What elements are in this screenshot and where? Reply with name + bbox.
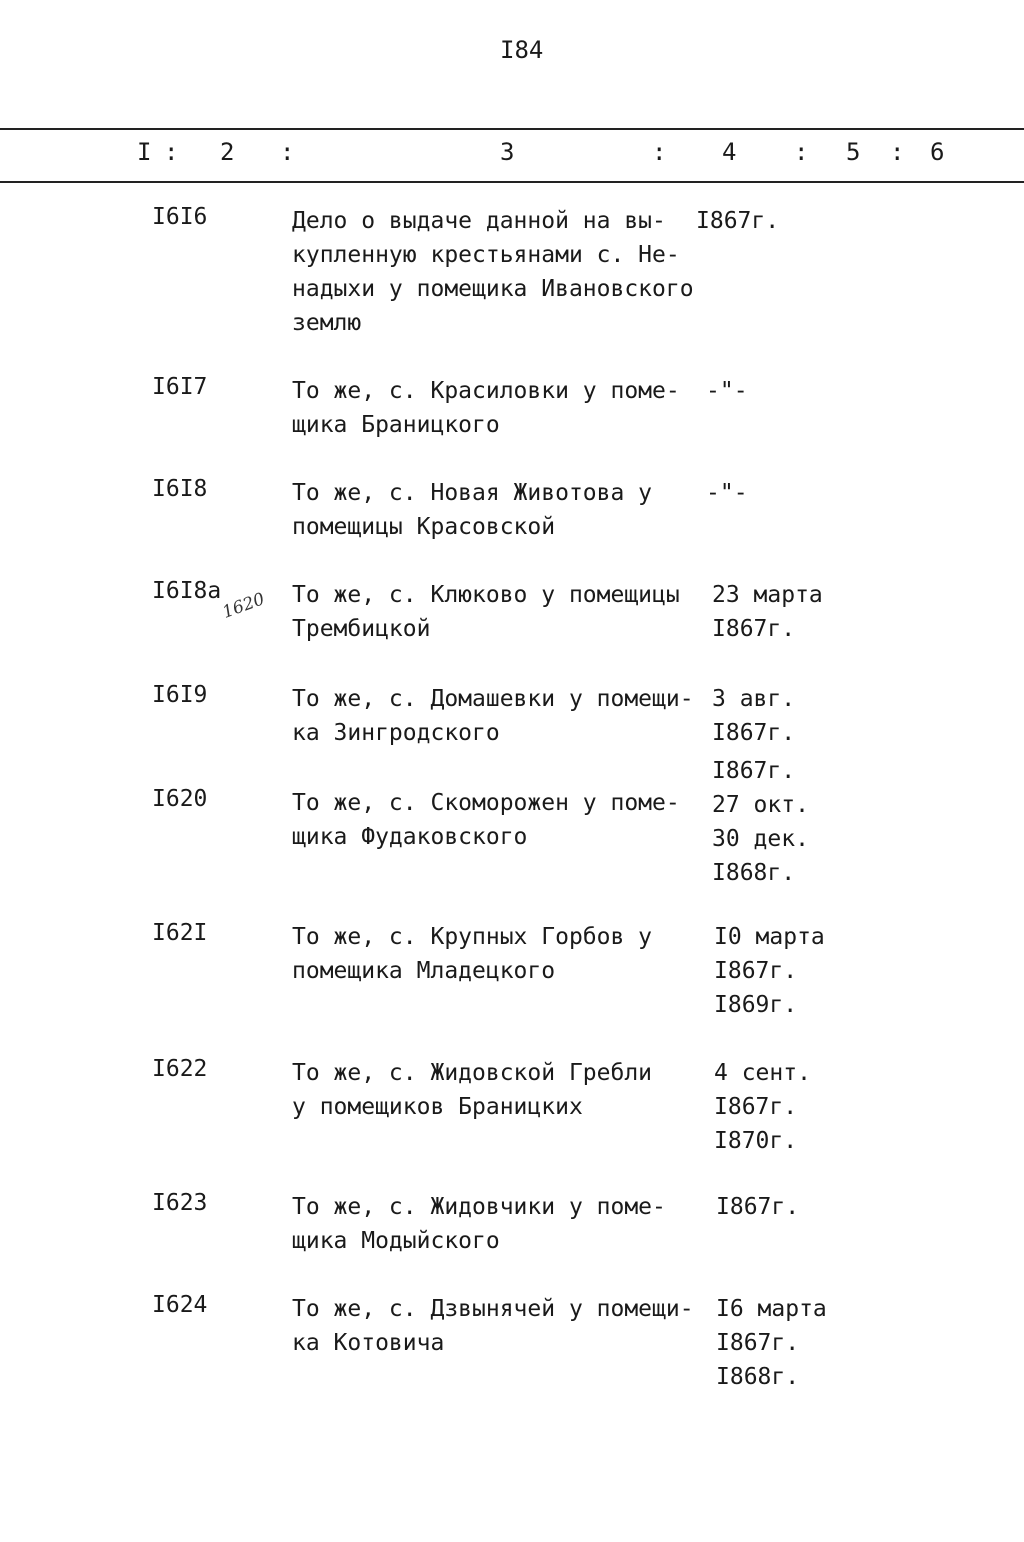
header-sep: : bbox=[280, 138, 295, 166]
record-description bbox=[292, 1190, 712, 1258]
description-line: То же, с. Дзвынячей у помещи- bbox=[292, 1296, 694, 1322]
description-line: землю bbox=[292, 310, 362, 336]
header-top-rule bbox=[0, 128, 1024, 130]
record-description bbox=[292, 374, 712, 442]
record-description bbox=[292, 1292, 712, 1360]
header-sep: : bbox=[890, 138, 905, 166]
date-line: I0 марта bbox=[714, 924, 825, 950]
handwritten-note: 1620 bbox=[219, 589, 268, 623]
record-number: I620 bbox=[152, 786, 208, 812]
record-dates bbox=[714, 1056, 811, 1158]
date-line: I867г. bbox=[716, 1194, 800, 1220]
description-line: То же, с. Крупных Горбов у bbox=[292, 924, 653, 950]
description-line: Дело о выдаче данной на вы- bbox=[292, 208, 666, 234]
record-number: I6I9 bbox=[152, 682, 208, 708]
header-col-1: I bbox=[137, 138, 152, 166]
date-line: I6 марта bbox=[716, 1296, 827, 1322]
date-line: I867г. bbox=[696, 208, 780, 234]
header-bottom-rule bbox=[0, 181, 1024, 183]
header-sep: : bbox=[652, 138, 667, 166]
date-line: I867г. bbox=[712, 758, 796, 784]
description-line: купленную крестьянами с. Не- bbox=[292, 242, 680, 268]
date-line: 4 сент. bbox=[714, 1060, 811, 1086]
record-number: I6I8а bbox=[152, 578, 222, 604]
description-line: ка Котовича bbox=[292, 1330, 445, 1356]
header-col-2: 2 bbox=[220, 138, 235, 166]
record-dates bbox=[706, 476, 748, 510]
header-col-3: 3 bbox=[500, 138, 515, 166]
date-line: I867г. bbox=[712, 616, 796, 642]
record-dates bbox=[696, 204, 779, 238]
record-description bbox=[292, 204, 712, 340]
description-line: у помещиков Браницких bbox=[292, 1094, 583, 1120]
date-line: 27 окт. bbox=[712, 792, 809, 818]
description-line: То же, с. Скоморожен у поме- bbox=[292, 790, 680, 816]
description-line: надыхи у помещика Ивановского bbox=[292, 276, 694, 302]
header-sep: : bbox=[164, 138, 179, 166]
record-dates bbox=[712, 578, 823, 646]
date-line: 30 дек. bbox=[712, 826, 809, 852]
date-line: I867г. bbox=[714, 1094, 798, 1120]
description-line: То же, с. Жидовской Гребли bbox=[292, 1060, 653, 1086]
date-line: I867г. bbox=[714, 958, 798, 984]
date-line: -"- bbox=[706, 480, 748, 506]
date-line: -"- bbox=[706, 378, 748, 404]
description-line: ка Зингродского bbox=[292, 720, 500, 746]
record-dates bbox=[706, 374, 748, 408]
record-number: I623 bbox=[152, 1190, 208, 1216]
record-description bbox=[292, 786, 712, 854]
header-col-5: 5 bbox=[846, 138, 861, 166]
date-line: I867г. bbox=[716, 1330, 800, 1356]
description-line: То же, с. Клюково у помещицы bbox=[292, 582, 680, 608]
record-dates bbox=[716, 1292, 827, 1394]
description-line: То же, с. Красиловки у поме- bbox=[292, 378, 680, 404]
header-col-6: 6 bbox=[930, 138, 945, 166]
description-line: То же, с. Домашевки у помещи- bbox=[292, 686, 694, 712]
record-description bbox=[292, 1056, 712, 1124]
description-line: То же, с. Жидовчики у поме- bbox=[292, 1194, 666, 1220]
record-description bbox=[292, 578, 712, 646]
date-line: I869г. bbox=[714, 992, 798, 1018]
record-dates bbox=[714, 920, 825, 1022]
date-line: I870г. bbox=[714, 1128, 798, 1154]
record-dates bbox=[712, 754, 809, 890]
description-line: То же, с. Новая Животова у bbox=[292, 480, 653, 506]
record-dates bbox=[716, 1190, 799, 1224]
record-number: I622 bbox=[152, 1056, 208, 1082]
record-number: I6I8 bbox=[152, 476, 208, 502]
date-line: I868г. bbox=[716, 1364, 800, 1390]
description-line: щика Модыйского bbox=[292, 1228, 500, 1254]
record-number: I62I bbox=[152, 920, 208, 946]
page-number: I84 bbox=[500, 36, 544, 64]
header-sep: : bbox=[794, 138, 809, 166]
record-number: I6I6 bbox=[152, 204, 208, 230]
record-number: I6I7 bbox=[152, 374, 208, 400]
record-number: I624 bbox=[152, 1292, 208, 1318]
description-line: Трембицкой bbox=[292, 616, 431, 642]
record-description bbox=[292, 682, 712, 750]
date-line: 3 авг. bbox=[712, 686, 796, 712]
description-line: щика Браницкого bbox=[292, 412, 500, 438]
description-line: помещика Младецкого bbox=[292, 958, 556, 984]
record-dates bbox=[712, 682, 795, 750]
record-description bbox=[292, 476, 712, 544]
date-line: I868г. bbox=[712, 860, 796, 886]
header-col-4: 4 bbox=[722, 138, 737, 166]
date-line: I867г. bbox=[712, 720, 796, 746]
description-line: помещицы Красовской bbox=[292, 514, 556, 540]
date-line: 23 марта bbox=[712, 582, 823, 608]
description-line: щика Фудаковского bbox=[292, 824, 528, 850]
record-description bbox=[292, 920, 712, 988]
